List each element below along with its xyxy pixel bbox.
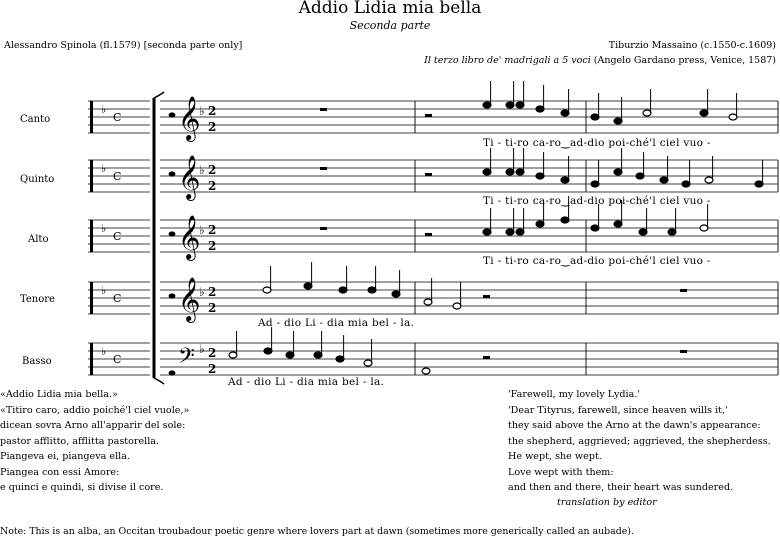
note-head — [536, 173, 544, 179]
source-title: Il terzo libro de' madrigali a 5 voci — [424, 55, 591, 66]
time-sig-top: 2 — [208, 285, 217, 299]
note-head — [368, 287, 376, 293]
note-head — [516, 102, 524, 108]
range-note — [169, 370, 176, 375]
note-head — [392, 291, 400, 297]
flat-icon: ♭ — [101, 103, 107, 116]
poem-line: «Titiro caro, addio poiché'l ciel vuole,» — [0, 404, 190, 416]
treble-clef-icon: 𝄞 — [178, 96, 201, 140]
half-rest-icon — [425, 233, 432, 236]
poem-line: 'Farewell, my lovely Lydia.' — [508, 389, 641, 400]
note-head — [422, 368, 430, 374]
time-sig-bottom: 2 — [208, 362, 217, 376]
note-head — [591, 181, 599, 187]
note-head — [705, 177, 713, 183]
whole-rest-icon — [320, 108, 327, 111]
note-head — [453, 303, 461, 309]
bracket-bottom — [154, 378, 164, 384]
poem-line: pastor afflitto, afflitta pastorella. — [0, 435, 160, 447]
piece-title: Addio Lidia mia bella — [298, 0, 482, 18]
voice-label-alto: Alto — [28, 234, 49, 245]
time-sig-bottom: 2 — [208, 239, 217, 253]
flat-icon: ♭ — [101, 222, 107, 235]
half-rest-icon — [425, 114, 432, 117]
note-head — [636, 173, 644, 179]
note-head — [614, 118, 622, 124]
note-head — [483, 102, 491, 108]
time-sig-bottom: 2 — [208, 120, 217, 134]
key-flat-icon: ♭ — [199, 285, 205, 299]
time-c-icon: C — [113, 292, 122, 305]
old-clef-icon — [90, 343, 93, 375]
note-head — [483, 169, 491, 175]
poem-english — [508, 387, 771, 496]
score-marks — [90, 81, 778, 384]
note-head — [700, 110, 708, 116]
note-head — [339, 287, 347, 293]
bracket-top — [154, 92, 164, 98]
time-sig-top: 2 — [208, 163, 217, 177]
whole-rest-icon — [680, 350, 687, 353]
key-flat-icon: ♭ — [199, 223, 205, 237]
note-head — [229, 352, 237, 358]
poem-line: and then and there, their heart was sundered. — [508, 482, 734, 493]
time-sig-bottom: 2 — [208, 179, 217, 193]
piece-subtitle: Seconda parte — [349, 19, 431, 32]
lyrics-alto: Ti - ti-ro ca-ro‿ad-dio poi-ché'l ciel vuo - — [483, 255, 711, 267]
time-c-icon: C — [113, 170, 122, 183]
translation-credit: translation by editor — [557, 497, 657, 508]
whole-rest-icon — [320, 227, 327, 230]
note-head — [614, 221, 622, 227]
whole-rest-icon — [320, 167, 327, 170]
note-head — [729, 114, 737, 120]
note-head — [660, 177, 668, 183]
note-head — [304, 283, 312, 289]
voice-label-tenore: Tenore — [20, 294, 55, 305]
lyrics-canto: Ti - ti-ro ca-ro‿ad-dio poi-ché'l ciel vuo - — [483, 137, 711, 149]
note-head — [591, 114, 599, 120]
poem-italian — [0, 387, 189, 496]
time-c-icon: C — [113, 111, 122, 124]
half-rest-icon — [425, 173, 432, 176]
time-sig-bottom: 2 — [208, 301, 217, 315]
note-head — [755, 181, 763, 187]
old-clef-icon — [90, 101, 93, 133]
range-note — [169, 171, 176, 176]
lyrics-tenore: Ad - dio Li - dia mia bel - la. — [258, 317, 415, 329]
time-c-icon: C — [113, 230, 122, 243]
footer-note: Note: This is an alba, an Occitan troubadour poetic genre where lovers part at dawn (sometimes more generically called an aubade). — [0, 526, 634, 537]
note-head — [536, 106, 544, 112]
note-head — [516, 169, 524, 175]
half-rest-icon — [483, 356, 490, 359]
note-head — [483, 229, 491, 235]
time-sig-top: 2 — [208, 104, 217, 118]
poem-line: e quinci e quindi, si divise il core. — [0, 482, 164, 493]
note-head — [364, 360, 372, 366]
treble-clef-icon: 𝄞 — [178, 277, 201, 321]
note-head — [614, 169, 622, 175]
composer-right: Tiburzio Massaino (c.1550-c.1609) — [608, 40, 776, 51]
time-c-icon: C — [113, 353, 122, 366]
lyrics-basso: Ad - dio Li - dia mia bel - la. — [228, 376, 385, 388]
note-head — [264, 348, 272, 354]
time-sig-top: 2 — [208, 346, 217, 360]
note-head — [536, 221, 544, 227]
note-head — [700, 225, 708, 231]
note-head — [682, 181, 690, 187]
voice-label-canto: Canto — [20, 114, 51, 125]
half-rest-icon — [483, 295, 490, 298]
source-publisher: (Angelo Gardano press, Venice, 1587) — [590, 55, 776, 66]
time-sig-top: 2 — [208, 223, 217, 237]
voice-label-basso: Basso — [22, 356, 52, 367]
poem-line: 'Dear Tityrus, farewell, since heaven wills it,' — [508, 404, 728, 416]
old-clef-icon — [90, 160, 93, 192]
note-head — [286, 352, 294, 358]
poem-line: the shepherd, aggrieved; aggrieved, the shepherdess. — [508, 435, 771, 447]
flat-icon: ♭ — [101, 284, 107, 297]
treble-clef-icon: 𝄞 — [178, 155, 201, 199]
note-head — [643, 110, 651, 116]
note-head — [561, 110, 569, 116]
poem-line: dicean sovra Arno all'apparir del sole: — [0, 420, 186, 431]
key-flat-icon: ♭ — [199, 342, 205, 356]
treble-clef-icon: 𝄞 — [178, 215, 201, 259]
range-note — [169, 231, 176, 236]
note-head — [561, 177, 569, 183]
poem-line: «Addio Lidia mia bella.» — [0, 389, 118, 400]
note-head — [516, 229, 524, 235]
note-head — [591, 225, 599, 231]
whole-rest-icon — [680, 289, 687, 292]
note-head — [506, 169, 514, 175]
note-head — [336, 356, 344, 362]
note-head — [561, 217, 569, 223]
poem-line: He wept, she wept. — [508, 451, 602, 462]
voice-label-quinto: Quinto — [20, 174, 55, 185]
note-head — [263, 287, 271, 293]
note-head — [314, 352, 322, 358]
range-note — [169, 293, 176, 298]
range-note — [169, 112, 176, 117]
note-head — [668, 229, 676, 235]
note-head — [424, 299, 432, 305]
note-head — [639, 229, 647, 235]
composer-left: Alessandro Spinola (fl.1579) [seconda parte only] — [4, 40, 243, 51]
old-clef-icon — [90, 220, 93, 252]
poem-line: Piangeva ei, piangeva ella. — [0, 451, 130, 462]
note-head — [506, 229, 514, 235]
key-flat-icon: ♭ — [199, 163, 205, 177]
flat-icon: ♭ — [101, 345, 107, 358]
poem-line: they said above the Arno at the dawn's appearance: — [508, 420, 761, 431]
poem-line: Love wept with them: — [508, 466, 614, 478]
old-clef-icon — [90, 282, 93, 314]
flat-icon: ♭ — [101, 162, 107, 175]
bass-clef-icon: 𝄢 — [178, 344, 195, 374]
poem-line: Piangea con essi Amore: — [0, 466, 120, 478]
note-head — [506, 102, 514, 108]
key-flat-icon: ♭ — [199, 104, 205, 118]
lyrics-quinto: Ti - ti-ro ca-ro‿ad-dio poi-ché'l ciel vuo - — [483, 195, 711, 207]
